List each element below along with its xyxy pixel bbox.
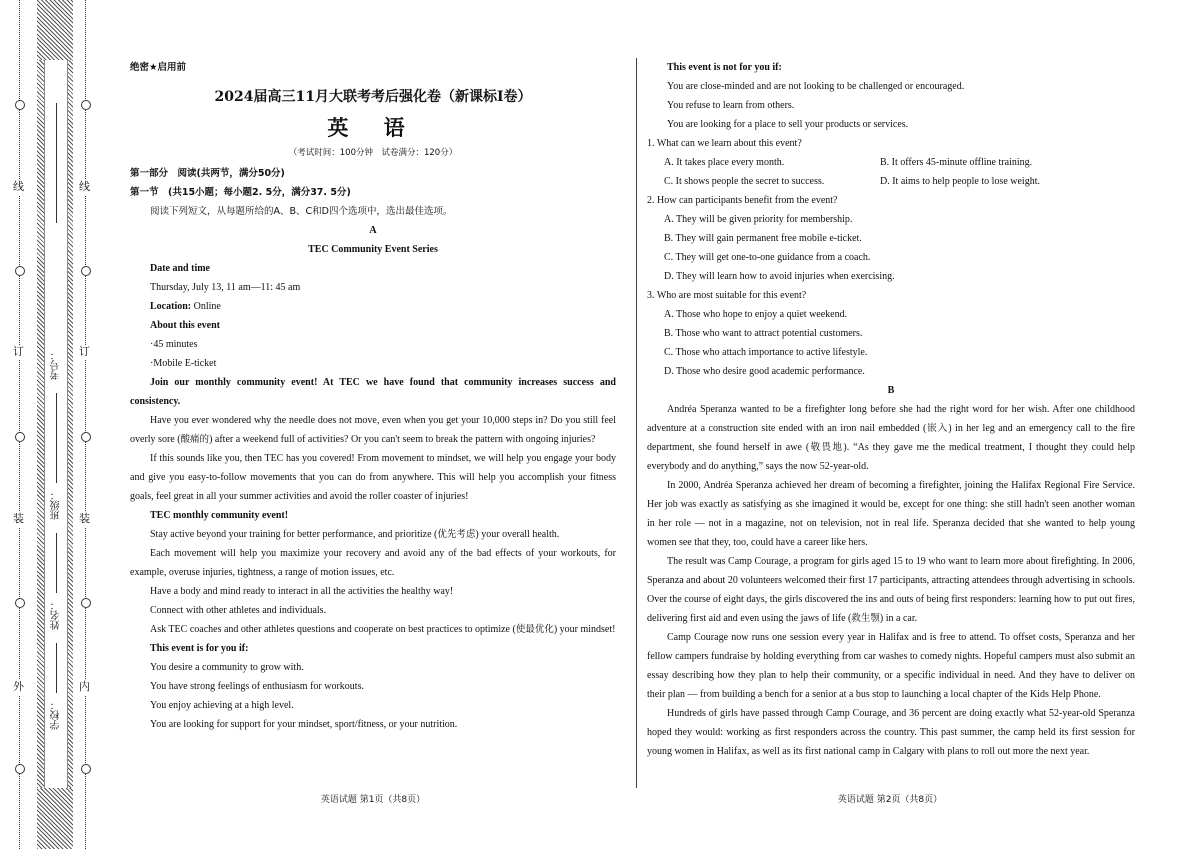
not-for-you-item: You are looking for a place to sell your products or services. — [667, 119, 909, 130]
monthly-item: Stay active beyond your training for better performance, and prioritize (优先考虑) your overall health. — [150, 529, 560, 540]
option-c[interactable]: C. They will get one-to-one guidance from a coach. — [664, 252, 871, 263]
date-label: Date and time — [150, 263, 210, 274]
passage-b-paragraph: Andréa Speranza wanted to be a firefighter long before she had the right word for her wish. After one childhood adventure at a construction site ended with an iron nail embedded (嵌入) in her leg and an emergency call to the fire department, she found herself in awe (敬畏地). “As they gave me the medical treatment, I thought they could help everybody and do anything,” says the now 52-year-old. — [647, 404, 1135, 472]
name-label: 姓名： — [50, 600, 62, 630]
option-a[interactable]: A. It takes place every month. — [664, 157, 785, 168]
for-you-heading: This event is for you if: — [150, 643, 249, 654]
margin-circle — [81, 598, 91, 608]
passage-b-paragraph: The result was Camp Courage, a program for girls aged 15 to 19 who want to learn more about firefighting. In 2006, Speranza and about 20 volunteers welcomed their first 17 participants, attracting attendees through advertising in schools. Over the course of eight days, the girls discovered the ins and outs of being first responders: learning how to put out fires, delivering first aid and even using the jaws of life (救生颚) in a car. — [647, 556, 1135, 624]
instruction-text: 阅读下列短文，从每题所给的A、B、C和D四个选项中，选出最佳选项。 — [150, 206, 453, 217]
inner-dotted-line — [85, 0, 86, 849]
confidential-mark: 绝密★启用前 — [130, 62, 187, 73]
name-field[interactable] — [45, 530, 67, 593]
subject-title: 英 语 — [327, 115, 419, 140]
monthly-item: Each movement will help you maximize your recovery and avoid any of the bad effects of your workouts, for example, overuse injuries, tightness, a range of motion issues, etc. — [130, 548, 616, 578]
page-2-footer: 英语试题 第2页（共8页） — [837, 795, 943, 805]
margin-circle — [15, 100, 25, 110]
passage-b-paragraph: In 2000, Andréa Speranza achieved her dream of becoming a firefighter, joining the Halifax Regional Fire Service. Her job was exactly as satisfying as she imagined it would be, except for one thing: she still hadn't seen another woman in her role — not in a magazine, not on television, not in real life. Speranza decided that she wanted to help young women see that they, too, could have a career like hers. — [647, 480, 1135, 548]
page-1-column — [130, 58, 616, 734]
outer-mark-ding: 订 — [13, 346, 24, 358]
column-divider — [636, 58, 637, 788]
for-you-item: You enjoy achieving at a high level. — [150, 700, 294, 711]
page-1-footer: 英语试题 第1页（共8页） — [320, 795, 426, 805]
question-options — [647, 153, 1135, 172]
about-label: About this event — [150, 320, 221, 331]
option-b[interactable]: B. Those who want to attract potential customers. — [664, 328, 863, 339]
school-label: 学校： — [50, 700, 62, 730]
option-c[interactable]: C. Those who attach importance to active lifestyle. — [664, 347, 868, 358]
location-label: Location: — [150, 301, 192, 312]
option-a[interactable]: A. Those who hope to enjoy a quiet weekend. — [664, 309, 848, 320]
inner-mark-ding: 订 — [79, 346, 90, 358]
about-item: ·Mobile E-ticket — [150, 358, 217, 369]
section-heading: 第一节 (共15小题；每小题2. 5分，满分37. 5分) — [130, 187, 351, 198]
about-item: ·45 minutes — [150, 339, 198, 350]
monthly-heading: TEC monthly community event! — [150, 510, 289, 521]
location-line — [130, 297, 616, 316]
margin-circle — [15, 598, 25, 608]
outer-mark-zhuang: 装 — [13, 513, 24, 525]
option-d[interactable]: D. It aims to help people to lose weight. — [880, 176, 1040, 187]
option-d[interactable]: D. They will learn how to avoid injuries when exercising. — [664, 271, 895, 282]
exam-time-info: （考试时间：100分钟 试卷满分：120分） — [288, 148, 458, 158]
option-d[interactable]: D. Those who desire good academic performance. — [664, 366, 865, 377]
margin-circle — [81, 764, 91, 774]
passage-b-paragraph: Hundreds of girls have passed through Camp Courage, and 36 percent are doing exactly what 52-year-old Speranza hoped they would: working as first responders across the country. This past summer, the camp held its first session for young women in Halifax, as well as its first national camp in Calgary with plans to roll out more the next year. — [647, 708, 1135, 757]
intro-paragraph: Join our monthly community event! At TEC we have found that community increases success and consistency. — [130, 377, 616, 407]
location-value: Online — [191, 301, 221, 312]
question-stem: 1. What can we learn about this event? — [647, 138, 802, 149]
passage-b-paragraph: Camp Courage now runs one session every year in Halifax and is free to attend. To offset costs, Speranza and her fellow campers fundraise by holding everything from car washes to comedy nights. Hopeful campers must also submit an essay describing how they plan to help their community, or a specific individual in need. And they have to deliver on their plan — from building a bench for a senior at a bus stop to launching a local chapter of the Kids Help Phone. — [647, 632, 1135, 700]
outer-mark-wai: 外 — [13, 681, 24, 693]
option-b[interactable]: B. They will gain permanent free mobile e-ticket. — [664, 233, 862, 244]
school-field[interactable] — [45, 640, 67, 693]
exam-number-label: 考号： — [50, 350, 62, 380]
outer-dotted-line — [19, 0, 20, 849]
passage-b-letter: B — [887, 385, 895, 396]
not-for-you-item: You refuse to learn from others. — [667, 100, 795, 111]
question-stem: 2. How can participants benefit from the event? — [647, 195, 838, 206]
class-label: 班级： — [50, 490, 62, 520]
class-field[interactable] — [45, 390, 67, 483]
hatched-band-left — [37, 60, 44, 788]
inner-mark-zhuang: 装 — [79, 513, 90, 525]
option-b[interactable]: B. It offers 45-minute offline training. — [880, 157, 1033, 168]
for-you-item: You desire a community to grow with. — [150, 662, 304, 673]
part-heading: 第一部分 阅读(共两节，满分50分) — [130, 168, 285, 179]
margin-circle — [81, 266, 91, 276]
hatched-band-top — [37, 0, 73, 60]
inner-mark-nei: 内 — [79, 681, 90, 693]
margin-circle — [81, 432, 91, 442]
margin-circle — [15, 266, 25, 276]
exam-number-field[interactable] — [45, 100, 67, 223]
for-you-item: You are looking for support for your mindset, sport/fitness, or your nutrition. — [150, 719, 458, 730]
passage-a-paragraph: If this sounds like you, then TEC has you covered! From movement to mindset, we will help you engage your body and give you easy-to-follow movements that you can do from anywhere. This will help you accomplish your fitness goals, feel great in all your summer activities and avoid the roller coaster of injuries! — [130, 453, 616, 502]
margin-circle — [15, 432, 25, 442]
passage-a-paragraph: Have you ever wondered why the needle does not move, even when you get your 10,000 steps in? Do you still feel overly sore (酸痛的) after a weekend full of activities? Or you can't seem to break the pattern with ongoing injuries? — [130, 415, 616, 445]
option-c[interactable]: C. It shows people the secret to success. — [664, 176, 825, 187]
option-a[interactable]: A. They will be given priority for membership. — [664, 214, 853, 225]
not-for-you-heading: This event is not for you if: — [667, 62, 782, 73]
page-2-column — [647, 58, 1135, 761]
passage-a-title: TEC Community Event Series — [308, 244, 438, 255]
not-for-you-item: You are close-minded and are not looking to be challenged or encouraged. — [667, 81, 965, 92]
outer-mark-xian: 线 — [13, 181, 24, 193]
monthly-item: Have a body and mind ready to interact in all the activities the healthy way! — [150, 586, 454, 597]
binding-margin — [0, 0, 120, 849]
passage-a-letter: A — [369, 225, 377, 236]
hatched-band-bottom — [37, 788, 73, 849]
margin-circle — [81, 100, 91, 110]
monthly-item: Connect with other athletes and individuals. — [150, 605, 327, 616]
date-value: Thursday, July 13, 11 am—11: 45 am — [150, 282, 301, 293]
margin-circle — [15, 764, 25, 774]
for-you-item: You have strong feelings of enthusiasm for workouts. — [150, 681, 364, 692]
question-options — [647, 172, 1135, 191]
student-info-strip — [44, 60, 68, 788]
question-stem: 3. Who are most suitable for this event? — [647, 290, 807, 301]
exam-title: 2024届高三11月大联考考后强化卷（新课标I卷） — [214, 89, 532, 105]
monthly-item: Ask TEC coaches and other athletes questions and cooperate on best practices to optimize (使最优化) your mindset! — [150, 624, 616, 635]
inner-mark-xian: 线 — [79, 181, 90, 193]
